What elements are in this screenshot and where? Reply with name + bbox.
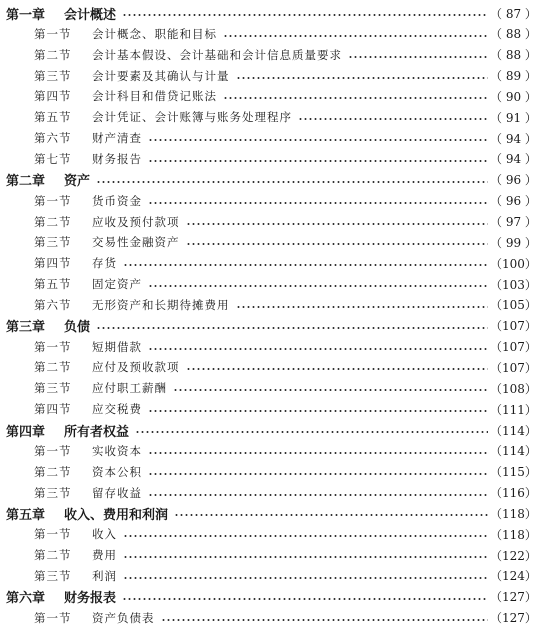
page-number: （118） [490, 527, 537, 542]
toc-section-entry [0, 86, 538, 106]
toc-chapter-entry [0, 503, 538, 523]
chapter-title: 所有者权益 [64, 424, 130, 440]
dot-leader [186, 368, 488, 370]
page-number: （107） [490, 340, 537, 355]
toc-section-entry [0, 357, 538, 377]
dot-leader [96, 327, 488, 329]
toc-section-entry [0, 545, 538, 565]
section-number: 第一节 [34, 26, 72, 41]
dot-leader [236, 306, 488, 308]
chapter-number: 第三章 [6, 320, 46, 336]
dot-leader [148, 202, 488, 204]
section-title: 应交税费 [92, 402, 142, 417]
section-number: 第四节 [34, 89, 72, 104]
dot-leader [123, 535, 488, 537]
section-number: 第三节 [34, 381, 72, 396]
section-title: 会计科目和借贷记账法 [92, 89, 217, 104]
toc-section-entry [0, 253, 538, 273]
toc-section-entry [0, 566, 538, 586]
toc-section-entry [0, 462, 538, 482]
toc-section-entry [0, 45, 538, 65]
section-number: 第一节 [34, 339, 72, 354]
section-title: 应收及预付款项 [92, 214, 180, 229]
page-number: （118） [490, 506, 537, 521]
dot-leader [148, 452, 488, 454]
section-title: 无形资产和长期待摊费用 [92, 297, 230, 312]
dot-leader [348, 56, 488, 58]
dot-leader [148, 139, 488, 141]
dot-leader [123, 556, 488, 558]
page-number: （114） [490, 444, 537, 459]
chapter-title: 负债 [64, 320, 91, 336]
toc-section-entry [0, 378, 538, 398]
page-number: （127） [490, 611, 537, 626]
section-number: 第一节 [34, 610, 72, 625]
page-number: （ 99 ） [490, 235, 537, 250]
dot-leader [123, 264, 488, 266]
toc-section-entry [0, 441, 538, 461]
section-title: 应付职工薪酬 [92, 381, 167, 396]
dot-leader [148, 285, 488, 287]
dot-leader [186, 243, 488, 245]
toc-section-entry [0, 524, 538, 544]
toc-section-entry [0, 107, 538, 127]
chapter-title: 资产 [64, 174, 91, 190]
chapter-title: 会计概述 [64, 7, 117, 23]
toc-chapter-entry [0, 587, 538, 607]
page-number: （ 96 ） [490, 194, 537, 209]
page-number: （ 91 ） [490, 110, 537, 125]
toc-section-entry [0, 149, 538, 169]
section-title: 固定资产 [92, 277, 142, 292]
toc-section-entry [0, 128, 538, 148]
dot-leader [122, 14, 488, 16]
section-title: 利润 [92, 568, 117, 583]
page-number: （ 88 ） [490, 27, 537, 42]
dot-leader [298, 118, 488, 120]
toc-section-entry [0, 337, 538, 357]
toc-section-entry [0, 232, 538, 252]
section-number: 第五节 [34, 110, 72, 125]
page-number: （ 94 ） [490, 131, 537, 146]
page-number: （111） [490, 402, 537, 417]
page-number: （115） [490, 465, 537, 480]
dot-leader [186, 223, 488, 225]
page-number: （114） [490, 423, 537, 438]
chapter-number: 第一章 [6, 7, 46, 23]
toc-section-entry [0, 399, 538, 419]
dot-leader [223, 35, 488, 37]
section-number: 第四节 [34, 256, 72, 271]
toc-section-entry [0, 295, 538, 315]
toc-section-entry [0, 483, 538, 503]
section-title: 费用 [92, 548, 117, 563]
dot-leader [173, 389, 488, 391]
toc-section-entry [0, 66, 538, 86]
toc-chapter-entry [0, 420, 538, 440]
chapter-title: 财务报表 [64, 591, 117, 607]
dot-leader [148, 473, 488, 475]
toc-section-entry [0, 608, 538, 628]
page-number: （ 94 ） [490, 152, 537, 167]
section-title: 财务报告 [92, 151, 142, 166]
section-title: 收入 [92, 527, 117, 542]
toc-section-entry [0, 274, 538, 294]
dot-leader [148, 160, 488, 162]
page-number: （ 89 ） [490, 69, 537, 84]
chapter-number: 第五章 [6, 507, 46, 523]
section-title: 财产清查 [92, 131, 142, 146]
dot-leader [236, 77, 488, 79]
dot-leader [122, 598, 488, 600]
section-number: 第二节 [34, 464, 72, 479]
section-number: 第二节 [34, 47, 72, 62]
page-number: （ 97 ） [490, 215, 537, 229]
section-number: 第七节 [34, 151, 72, 166]
dot-leader [135, 431, 488, 433]
section-number: 第二节 [34, 360, 72, 375]
chapter-number: 第六章 [6, 591, 46, 607]
dot-leader [123, 577, 488, 579]
section-title: 资产负债表 [92, 610, 155, 625]
section-title: 会计凭证、会计账簿与账务处理程序 [92, 110, 292, 125]
page-number: （ 90 ） [490, 89, 537, 104]
section-number: 第六节 [34, 131, 72, 146]
section-number: 第三节 [34, 568, 72, 583]
page-number: （103） [490, 277, 537, 292]
section-title: 货币资金 [92, 193, 142, 208]
section-title: 实收资本 [92, 443, 142, 458]
section-title: 存货 [92, 256, 117, 271]
section-title: 短期借款 [92, 339, 142, 354]
page-number: （ 88 ） [490, 48, 537, 63]
section-number: 第一节 [34, 193, 72, 208]
section-title: 资本公积 [92, 464, 142, 479]
dot-leader [148, 410, 488, 412]
section-title: 会计概念、职能和目标 [92, 26, 217, 41]
chapter-title: 收入、费用和利润 [64, 507, 169, 523]
dot-leader [161, 619, 488, 621]
page-number: （100） [490, 256, 537, 271]
section-number: 第六节 [34, 297, 72, 312]
section-title: 会计要素及其确认与计量 [92, 68, 230, 83]
page-number: （ 87 ） [490, 6, 537, 21]
toc-chapter-entry [0, 316, 538, 336]
section-title: 会计基本假设、会计基础和会计信息质量要求 [92, 47, 342, 62]
section-number: 第三节 [34, 485, 72, 500]
page-number: （116） [490, 486, 537, 501]
toc-section-entry [0, 212, 538, 232]
page-number: （122） [490, 548, 537, 563]
page-number: （ 96 ） [490, 173, 537, 188]
page-number: （107） [490, 360, 537, 375]
dot-leader [148, 348, 488, 350]
chapter-number: 第二章 [6, 174, 46, 190]
section-number: 第一节 [34, 443, 72, 458]
chapter-number: 第四章 [6, 424, 46, 440]
section-number: 第三节 [34, 68, 72, 83]
dot-leader [174, 514, 488, 516]
section-number: 第五节 [34, 277, 72, 292]
page-number: （107） [490, 319, 537, 334]
toc-chapter-entry [0, 170, 538, 190]
page-number: （127） [490, 590, 537, 605]
section-title: 交易性金融资产 [92, 235, 180, 250]
dot-leader [223, 97, 488, 99]
page-number: （124） [490, 569, 537, 584]
section-number: 第二节 [34, 548, 72, 563]
section-number: 第一节 [34, 527, 72, 542]
dot-leader [148, 494, 488, 496]
section-title: 应付及预收款项 [92, 360, 180, 375]
page-number: （108） [490, 381, 537, 396]
page-number: （105） [490, 298, 537, 313]
toc-section-entry [0, 24, 538, 44]
toc-chapter-entry [0, 3, 538, 23]
section-number: 第三节 [34, 235, 72, 250]
section-number: 第四节 [34, 402, 72, 417]
section-title: 留存收益 [92, 485, 142, 500]
toc-section-entry [0, 191, 538, 211]
section-number: 第二节 [34, 214, 72, 229]
dot-leader [96, 181, 488, 183]
